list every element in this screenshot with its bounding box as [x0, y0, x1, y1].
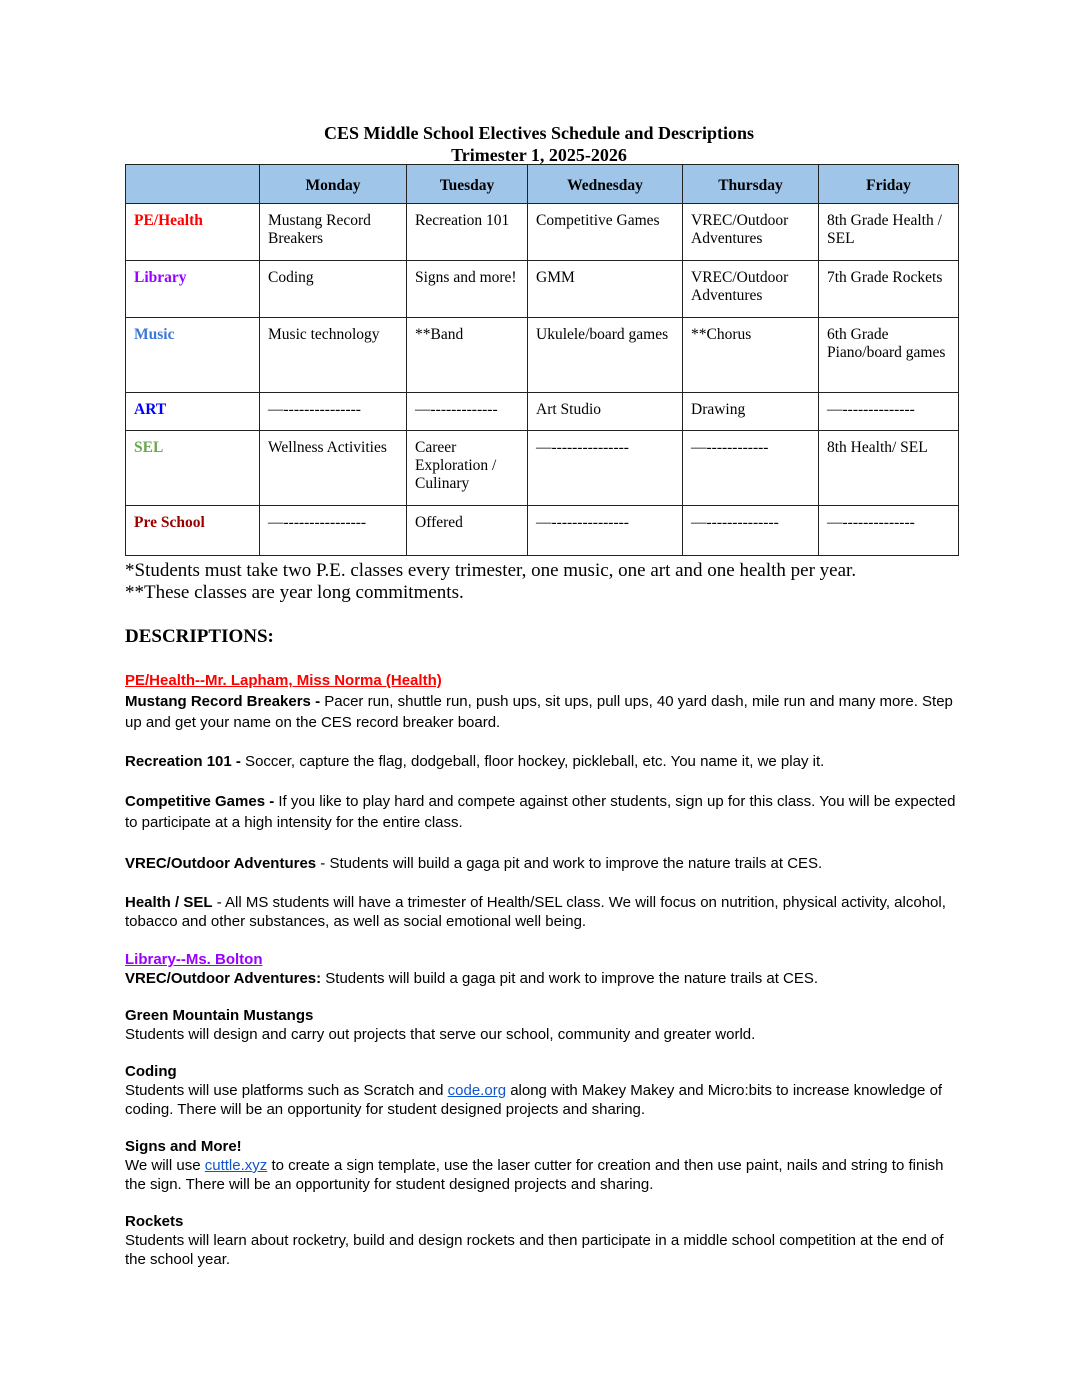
item-name: Competitive Games - [125, 793, 275, 810]
header-day: Friday [819, 165, 959, 204]
description-item [125, 791, 965, 833]
header-day: Tuesday [407, 165, 528, 204]
table-row [126, 506, 959, 556]
gmm-text: Students will design and carry out projects that serve our school, community and greater world. [125, 1026, 756, 1043]
description-item [125, 853, 965, 874]
table-cell: Wellness Activities [260, 431, 407, 506]
table-cell: 6th Grade Piano/board games [819, 318, 959, 393]
header-day: Thursday [683, 165, 819, 204]
document-subtitle: Trimester 1, 2025-2026 [451, 145, 627, 165]
description-item [125, 751, 965, 772]
header-day: Monday [260, 165, 407, 204]
coding-title: Coding [125, 1063, 177, 1080]
table-cell: —---------------- [260, 506, 407, 556]
table-cell: Signs and more! [407, 261, 528, 318]
gmm-title: Green Mountain Mustangs [125, 1007, 314, 1024]
table-row [126, 431, 959, 506]
library-heading-link[interactable]: Library--Ms. Bolton [125, 951, 263, 968]
table-cell: **Band [407, 318, 528, 393]
table-cell: Coding [260, 261, 407, 318]
row-label-sel: SEL [126, 431, 260, 506]
row-label-pe-health: PE/Health [126, 204, 260, 261]
table-cell: —-------------- [819, 393, 959, 431]
item-text: Soccer, capture the flag, dodgeball, floor hockey, pickleball, etc. You name it, we play it. [240, 753, 825, 770]
code-org-link[interactable]: code.org [447, 1082, 507, 1099]
table-cell: —-------------- [819, 506, 959, 556]
coding-text [125, 1081, 965, 1119]
signs-text [125, 1156, 965, 1194]
table-row [126, 318, 959, 393]
item-text: - All MS students will have a trimester of Health/SEL class. We will focus on nutrition, physical activity, alcohol, tobacco and other substances, as well as social emotional well being. [125, 894, 946, 930]
table-cell: VREC/Outdoor Adventures [683, 261, 819, 318]
document-title: CES Middle School Electives Schedule and Descriptions [323, 123, 755, 143]
table-cell: Recreation 101 [407, 204, 528, 261]
description-item [125, 691, 965, 733]
table-cell: Competitive Games [528, 204, 683, 261]
item-name: Recreation 101 - [125, 753, 241, 770]
item-text: Pacer run, shuttle run, push ups, sit ups, pull ups, 40 yard dash, mile run and many more. Step up and get your name on the CES record breaker board. [125, 693, 953, 731]
row-label-art: ART [126, 393, 260, 431]
table-cell: —------------- [407, 393, 528, 431]
table-cell: —------------ [683, 431, 819, 506]
item-name: VREC/Outdoor Adventures [125, 855, 317, 872]
description-item [125, 893, 965, 931]
item-name: Mustang Record Breakers - [125, 693, 321, 710]
item-text: Students will build a gaga pit and work to improve the nature trails at CES. [321, 970, 819, 987]
table-cell: VREC/Outdoor Adventures [683, 204, 819, 261]
table-cell: 8th Grade Health / SEL [819, 204, 959, 261]
table-cell: Art Studio [528, 393, 683, 431]
item-text: - Students will build a gaga pit and work to improve the nature trails at CES. [316, 855, 823, 872]
rockets-text: Students will learn about rocketry, build and design rockets and then participate in a middle school competition at the end of the school year. [125, 1232, 944, 1268]
descriptions-heading: DESCRIPTIONS: [125, 626, 274, 647]
table-cell: Career Exploration / Culinary [407, 431, 528, 506]
table-cell: Music technology [260, 318, 407, 393]
coding-text-post: along with Makey Makey and Micro:bits to increase knowledge of coding. There will be an opportunity for student designed projects and sharing. [125, 1082, 943, 1118]
header-day: Wednesday [528, 165, 683, 204]
cuttle-xyz-link[interactable]: cuttle.xyz [204, 1157, 268, 1174]
signs-title: Signs and More! [125, 1138, 242, 1155]
table-cell: Offered [407, 506, 528, 556]
table-cell: Mustang Record Breakers [260, 204, 407, 261]
item-text: If you like to play hard and compete against other students, sign up for this class. You will be expected to participate at a high intensity for the entire class. [125, 793, 956, 831]
header-empty-cell [126, 165, 260, 204]
item-name: Health / SEL [125, 894, 213, 911]
table-cell: Ukulele/board games [528, 318, 683, 393]
table-row [126, 393, 959, 431]
table-row [126, 261, 959, 318]
table-cell: 8th Health/ SEL [819, 431, 959, 506]
pe-health-heading-link[interactable]: PE/Health--Mr. Lapham, Miss Norma (Health) [125, 672, 442, 689]
signs-text-post: to create a sign template, use the laser cutter for creation and then use paint, nails and string to finish the sign. There will be an opportunity for student designed projects and sharing. [125, 1157, 944, 1193]
row-label-library: Library [126, 261, 260, 318]
table-cell: —--------------- [528, 431, 683, 506]
table-cell: Drawing [683, 393, 819, 431]
table-cell: —--------------- [528, 506, 683, 556]
table-cell: —-------------- [683, 506, 819, 556]
row-label-music: Music [126, 318, 260, 393]
table-row [126, 204, 959, 261]
table-cell: —--------------- [260, 393, 407, 431]
footnote-year-long: **These classes are year long commitments. [125, 582, 464, 603]
footnote-requirements: *Students must take two P.E. classes every trimester, one music, one art and one health per year. [125, 560, 857, 581]
table-cell: GMM [528, 261, 683, 318]
item-name: VREC/Outdoor Adventures: [125, 970, 322, 987]
row-label-preschool: Pre School [126, 506, 260, 556]
pe-health-section [125, 670, 965, 931]
description-item [125, 969, 965, 988]
table-cell: 7th Grade Rockets [819, 261, 959, 318]
schedule-header-row [126, 165, 959, 204]
library-section [125, 950, 965, 1269]
table-cell: **Chorus [683, 318, 819, 393]
coding-text-pre: Students will use platforms such as Scratch and [125, 1082, 448, 1099]
rockets-title: Rockets [125, 1213, 184, 1230]
signs-text-pre: We will use [125, 1157, 205, 1174]
schedule-table [125, 164, 959, 556]
